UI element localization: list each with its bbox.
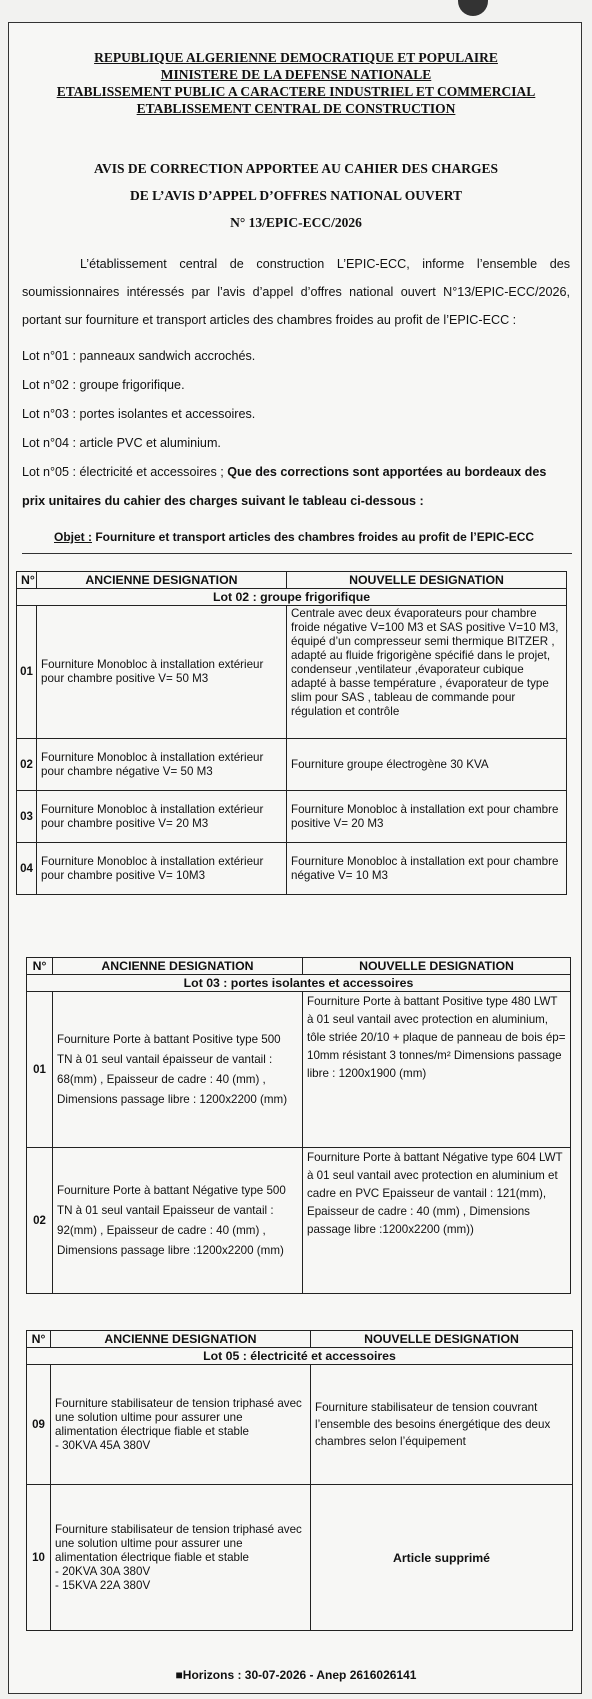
col-header-no: N°	[27, 1331, 51, 1348]
new-designation: Fourniture Monobloc à installation ext pour chambre positive V= 20 M3	[287, 791, 567, 843]
lot-item: Lot n°01 : panneaux sandwich accrochés.	[22, 349, 256, 363]
header-establishment: ETABLISSEMENT PUBLIC A CARACTERE INDUSTRIEL ET COMMERCIAL	[56, 84, 536, 99]
header-republic: REPUBLIQUE ALGERIENNE DEMOCRATIQUE ET POPULAIRE	[94, 50, 498, 65]
old-designation: Fourniture Monobloc à installation extérieur pour chambre négative V= 50 M3	[37, 739, 287, 791]
new-designation: Fourniture Porte à battant Positive type 480 LWT à 01 seul vantail avec protection en aluminium, tôle striée 20/10 + plaque de panneau de bois ép= 10mm résistant 3 tonnes/m² Dimensions passage libre : 1200x1900 (mm)	[303, 992, 571, 1148]
table-row: 10 Fourniture stabilisateur de tension triphasé avec une solution ultime pour assurer une alimentation électrique fiable et stable - 20KVA 30A 380V - 15KVA 22A 380V Article supprimé	[27, 1485, 573, 1631]
table-row: 02 Fourniture Monobloc à installation extérieur pour chambre négative V= 50 M3 Fourniture groupe électrogène 30 KVA	[17, 739, 567, 791]
table-row: 02 Fourniture Porte à battant Négative type 500 TN à 01 seul vantail Epaisseur de vantail : 92(mm) , Epaisseur de cadre : 40 (mm) , Dimensions passage libre :1200x2200 (mm) Fourniture Porte à battant Négative type 604 LWT à 01 seul vantail avec protection en aluminium et cadre en PVC Epaisseur de vantail : 121(mm), Epaisseur de cadre : 40 (mm) , Dimensions passage libre :1200x2200 (mm))	[27, 1148, 571, 1294]
objet-line: Objet : Fourniture et transport articles des chambres froides au profit de l’EPIC-ECC	[54, 530, 535, 544]
notice-subtitle: DE L’AVIS D’APPEL D’OFFRES NATIONAL OUVERT	[130, 188, 462, 203]
new-designation: Fourniture stabilisateur de tension couvrant l’ensemble des besoins énergétique des deux chambres selon l’équipement	[311, 1365, 573, 1485]
table-lot-05	[26, 1330, 573, 1631]
publication-footer: ■Horizons : 30-07-2026 - Anep 2616026141	[175, 1668, 417, 1682]
col-header-new: NOUVELLE DESIGNATION	[311, 1331, 573, 1348]
new-designation: Fourniture groupe électrogène 30 KVA	[287, 739, 567, 791]
lot-heading: Lot 03 : portes isolantes et accessoires	[27, 975, 571, 992]
new-designation: Article supprimé	[311, 1485, 573, 1631]
old-designation: Fourniture stabilisateur de tension triphasé avec une solution ultime pour assurer une alimentation électrique fiable et stable - 30KVA 45A 380V	[51, 1365, 311, 1485]
col-header-new: NOUVELLE DESIGNATION	[303, 958, 571, 975]
col-header-old: ANCIENNE DESIGNATION	[51, 1331, 311, 1348]
table-lot-02	[16, 571, 567, 895]
lot-item: Lot n°02 : groupe frigorifique.	[22, 378, 185, 392]
col-header-new: NOUVELLE DESIGNATION	[287, 572, 567, 589]
table-row: 01 Fourniture Monobloc à installation extérieur pour chambre positive V= 50 M3 Centrale avec deux évaporateurs pour chambre froide négative V=100 M3 et SAS positive V=10 M3, équipé d’un compresseur semi thermique BITZER , adapté au fluide frigorigène spécifié dans le projet, condenseur ,ventilateur ,évaporateur cubique adapté à basse température , évaporateur de type slim pour SAS , tableau de commande pour régulation et contrôle	[17, 606, 567, 739]
intro-paragraph: L’établissement central de construction L’EPIC-ECC, informe l’ensemble des soumissionnaires intéressés par l’avis d’appel d’offres national ouvert N°13/EPIC-ECC/2026, portant sur fourniture et transport articles des chambres froides au profit de l’EPIC-ECC :	[22, 257, 570, 327]
old-designation: Fourniture Monobloc à installation extérieur pour chambre positive V= 10M3	[37, 843, 287, 895]
new-designation: Centrale avec deux évaporateurs pour chambre froide négative V=100 M3 et SAS positive V=10 M3, équipé d’un compresseur semi thermique BITZER , adapté au fluide frigorigène spécifié dans le projet, condenseur ,ventilateur ,évaporateur cubique adapté à basse température , évaporateur de type slim pour SAS , tableau de commande pour régulation et contrôle	[287, 606, 567, 739]
old-designation: Fourniture Monobloc à installation extérieur pour chambre positive V= 20 M3	[37, 791, 287, 843]
table-row: 01 Fourniture Porte à battant Positive type 500 TN à 01 seul vantail épaisseur de vantail : 68(mm) , Epaisseur de cadre : 40 (mm) , Dimensions passage libre : 1200x2200 (mm) Fourniture Porte à battant Positive type 480 LWT à 01 seul vantail avec protection en aluminium, tôle striée 20/10 + plaque de panneau de bois ép= 10mm résistant 3 tonnes/m² Dimensions passage libre : 1200x1900 (mm)	[27, 992, 571, 1148]
divider	[22, 553, 572, 554]
notice-title: AVIS DE CORRECTION APPORTEE AU CAHIER DES CHARGES	[94, 161, 498, 176]
lot-item: Lot n°04 : article PVC et aluminium.	[22, 436, 221, 450]
col-header-old: ANCIENNE DESIGNATION	[37, 572, 287, 589]
header-ecc: ETABLISSEMENT CENTRAL DE CONSTRUCTION	[136, 101, 456, 116]
lot-heading: Lot 02 : groupe frigorifique	[17, 589, 567, 606]
new-designation: Fourniture Porte à battant Négative type 604 LWT à 01 seul vantail avec protection en aluminium et cadre en PVC Epaisseur de vantail : 121(mm), Epaisseur de cadre : 40 (mm) , Dimensions passage libre :1200x2200 (mm))	[303, 1148, 571, 1294]
lot-item: Lot n°03 : portes isolantes et accessoires.	[22, 407, 256, 421]
col-header-old: ANCIENNE DESIGNATION	[53, 958, 303, 975]
table-lot-03	[26, 957, 571, 1294]
col-header-no: N°	[27, 958, 53, 975]
header-ministry: MINISTERE DE LA DEFENSE NATIONALE	[160, 67, 432, 82]
scan-mark	[458, 0, 488, 16]
lot-heading: Lot 05 : électricité et accessoires	[27, 1348, 573, 1365]
old-designation: Fourniture Porte à battant Positive type 500 TN à 01 seul vantail épaisseur de vantail : 68(mm) , Epaisseur de cadre : 40 (mm) , Dimensions passage libre : 1200x2200 (mm)	[53, 992, 303, 1148]
table-row: 03 Fourniture Monobloc à installation extérieur pour chambre positive V= 20 M3 Fourniture Monobloc à installation ext pour chambre positive V= 20 M3	[17, 791, 567, 843]
col-header-no: N°	[17, 572, 37, 589]
lot5-continuation: prix unitaires du cahier des charges suivant le tableau ci-dessous :	[22, 494, 424, 508]
notice-number: N° 13/EPIC-ECC/2026	[230, 215, 362, 230]
table-row: 09 Fourniture stabilisateur de tension triphasé avec une solution ultime pour assurer une alimentation électrique fiable et stable - 30KVA 45A 380V Fourniture stabilisateur de tension couvrant l’ensemble des besoins énergétique des deux chambres selon l’équipement	[27, 1365, 573, 1485]
old-designation: Fourniture Monobloc à installation extérieur pour chambre positive V= 50 M3	[37, 606, 287, 739]
table-row: 04 Fourniture Monobloc à installation extérieur pour chambre positive V= 10M3 Fourniture Monobloc à installation ext pour chambre négative V= 10 M3	[17, 843, 567, 895]
old-designation: Fourniture stabilisateur de tension triphasé avec une solution ultime pour assurer une alimentation électrique fiable et stable - 20KVA 30A 380V - 15KVA 22A 380V	[51, 1485, 311, 1631]
new-designation: Fourniture Monobloc à installation ext pour chambre négative V= 10 M3	[287, 843, 567, 895]
lot-item: Lot n°05 : électricité et accessoires ; Que des corrections sont apportées au bordeaux des	[22, 465, 547, 479]
old-designation: Fourniture Porte à battant Négative type 500 TN à 01 seul vantail Epaisseur de vantail : 92(mm) , Epaisseur de cadre : 40 (mm) , Dimensions passage libre :1200x2200 (mm)	[53, 1148, 303, 1294]
